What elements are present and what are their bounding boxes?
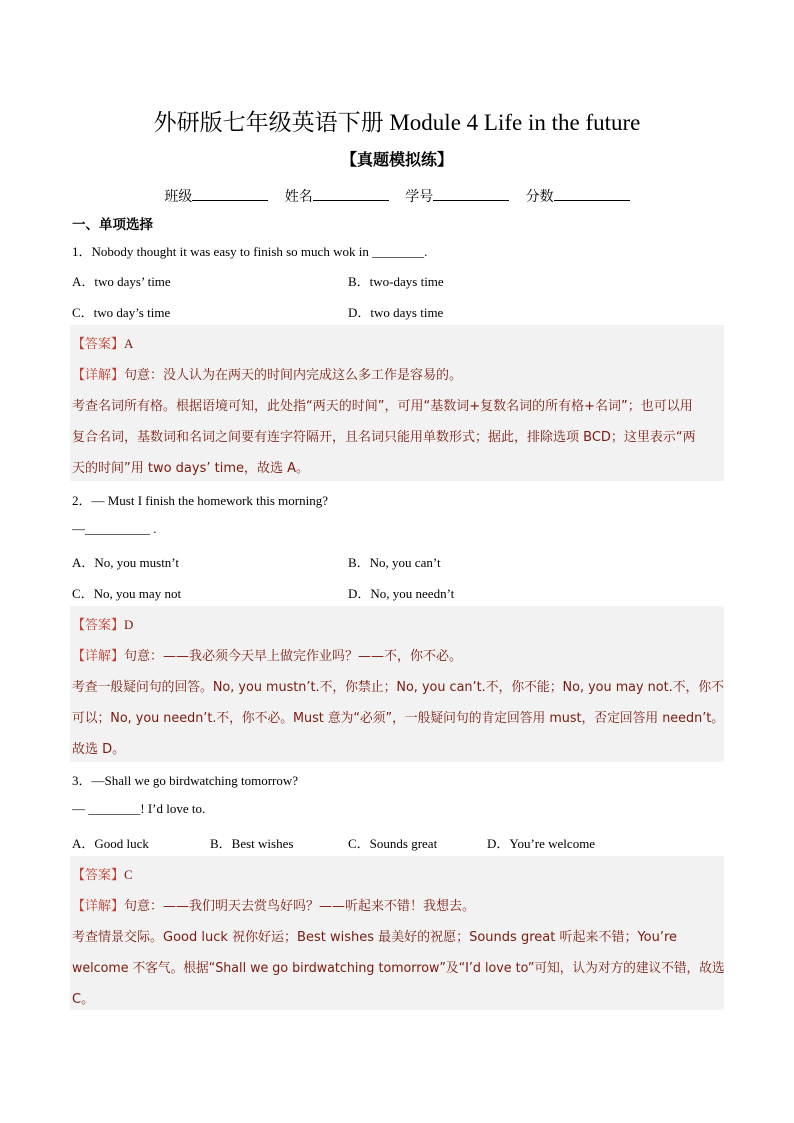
class-label: 班级: [164, 189, 193, 205]
q3-detail-1-text: 句意：——我们明天去赏鸟好吗？——听起来不错！我想去。: [124, 899, 476, 914]
q2-detail-4: 故选 D。: [72, 742, 126, 757]
q1-detail-1-text: 句意：没人认为在两天的时间内完成这么多工作是容易的。: [124, 368, 463, 383]
q2-detail-3: 可以；No, you needn’t.不，你不必。Must 意为“必须”，一般疑问句的肯定回答用 must，否定回答用 needn’t。: [72, 711, 725, 726]
q1-option-b: B．two-days time: [348, 274, 444, 289]
q1-option-a: A．two days’ time: [72, 274, 171, 289]
q2-detail-2: 考查一般疑问句的回答。No, you mustn’t.不，你禁止；No, you can’t.不，你不能；No, you may not.不，你不: [72, 680, 724, 695]
q3-answer-tag: 【答案】: [72, 868, 125, 883]
score-label: 分数: [525, 189, 554, 205]
q2-option-b: B．No, you can’t: [348, 555, 441, 570]
q3-detail-1: [72, 895, 724, 914]
name-blank: [313, 188, 389, 201]
section-heading: 一、单项选择: [72, 217, 153, 233]
q3-answer-value: C: [124, 867, 133, 882]
q1-stem: 1．Nobody thought it was easy to finish so much wok in ________.: [72, 244, 428, 259]
q2-option-a: A．No, you mustn’t: [72, 555, 180, 570]
score-blank: [554, 188, 630, 201]
q1-detail-3: 复合名词，基数词和名词之间要有连字符隔开，且名词只能用单数形式；据此，排除选项 BCD；这里表示“两: [72, 430, 696, 445]
q2-answer-tag: 【答案】: [72, 618, 125, 633]
student-info-row: [0, 186, 794, 206]
page-subtitle: 【真题模拟练】: [340, 150, 453, 169]
q3-stem: 3．—Shall we go birdwatching tomorrow?: [72, 773, 299, 788]
q1-detail-1: [72, 364, 724, 383]
q2-answer: [72, 614, 724, 633]
q1-detail-4: 天的时间”用 two days’ time，故选 A。: [72, 461, 310, 476]
q3-option-b: B．Best wishes: [210, 836, 294, 851]
q2-stem: 2．— Must I finish the homework this morning?: [72, 493, 329, 508]
name-label: 姓名: [284, 189, 313, 205]
q3-detail-3: welcome 不客气。根据“Shall we go birdwatching tomorrow”及“I’d love to”可知，认为对方的建议不错，故选: [72, 961, 725, 976]
q3-answer: [72, 864, 724, 883]
class-blank: [192, 188, 268, 201]
q1-answer-value: A: [124, 336, 134, 351]
q2-detail-1-text: 句意：——我必须今天早上做完作业吗？——不，你不必。: [124, 649, 463, 664]
q2-answer-value: D: [124, 617, 134, 632]
q3-option-d: D．You’re welcome: [487, 836, 596, 851]
student-id-blank: [433, 188, 509, 201]
student-id-label: 学号: [405, 189, 434, 205]
student-id-field: [405, 189, 509, 205]
q1-detail-2: 考查名词所有格。根据语境可知，此处指“两天的时间”，可用“基数词+复数名词的所有格+名词”；也可以用: [72, 399, 693, 414]
class-field: [164, 189, 268, 205]
q3-option-a: A．Good luck: [72, 836, 149, 851]
score-field: [526, 189, 630, 205]
q3-option-c: C．Sounds great: [348, 836, 438, 851]
q2-detail-1: [72, 645, 724, 664]
q1-answer: [72, 333, 724, 352]
name-field: [285, 189, 389, 205]
q1-detail-tag: 【详解】: [72, 368, 125, 383]
q3-detail-2: 考查情景交际。Good luck 祝你好运；Best wishes 最美好的祝愿；Sounds great 听起来不错；You’re: [72, 930, 678, 945]
q2-option-d: D．No, you needn’t: [348, 586, 455, 601]
q2-reply: —__________ .: [72, 521, 157, 536]
q1-option-c: C．two day’s time: [72, 305, 171, 320]
q3-detail-4: C。: [72, 992, 95, 1007]
q3-detail-tag: 【详解】: [72, 899, 125, 914]
q1-option-d: D．two days time: [348, 305, 444, 320]
q1-answer-tag: 【答案】: [72, 337, 125, 352]
q2-detail-tag: 【详解】: [72, 649, 125, 664]
page-title: 外研版七年级英语下册 Module 4 Life in the future: [153, 110, 641, 135]
q2-option-c: C．No, you may not: [72, 586, 182, 601]
q3-reply: — ________! I’d love to.: [72, 801, 206, 816]
